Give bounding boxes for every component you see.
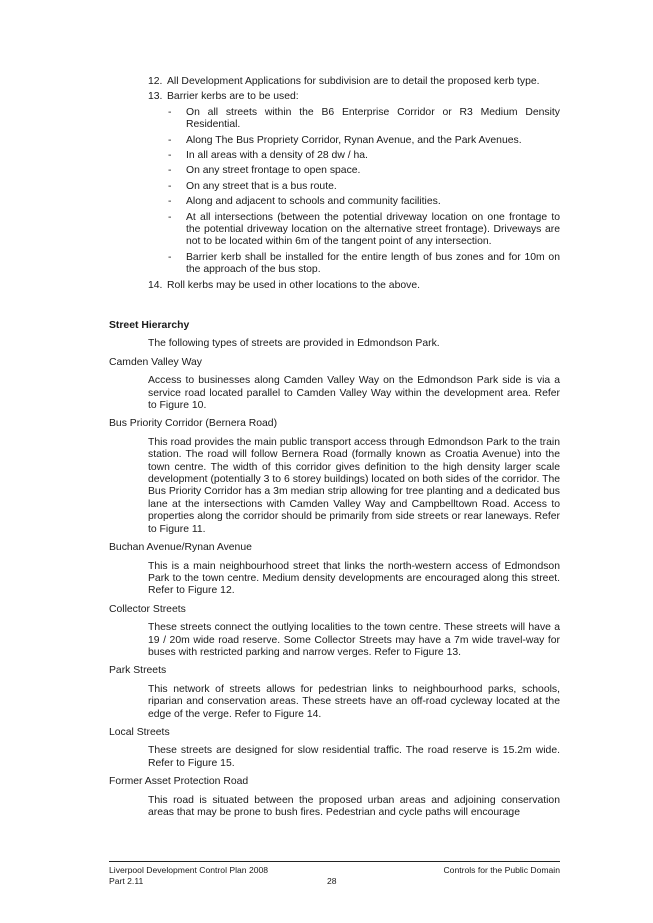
subsection-title: Park Streets	[109, 665, 167, 677]
subsection-text: This road is situated between the proposed urban areas and adjoining conservation areas that may be prone to bush fires. Pedestrian and cycle paths will encourage	[148, 794, 560, 818]
page-number: 28	[327, 876, 337, 886]
list-number: 12.	[148, 76, 163, 87]
sublist-text: On any street that is a bus route.	[186, 180, 337, 192]
subsection-title: Buchan Avenue/Rynan Avenue	[109, 542, 252, 554]
section-intro: The following types of streets are provided in Edmondson Park.	[148, 338, 440, 350]
footer-document-title: Liverpool Development Control Plan 2008	[109, 865, 269, 875]
sublist-text: On all streets within the B6 Enterprise Corridor or R3 Medium Density Residential.	[186, 106, 560, 131]
list-item-13	[148, 91, 560, 276]
subsection-title: Collector Streets	[109, 603, 186, 615]
list-text: All Development Applications for subdivision are to detail the proposed kerb type.	[167, 76, 540, 87]
list-item-12	[148, 76, 560, 88]
footer-part: Part 2.11	[109, 876, 144, 886]
dash-bullet: -	[168, 150, 172, 162]
sublist-item	[167, 165, 560, 177]
list-number: 13.	[148, 91, 163, 103]
sublist-item	[167, 212, 560, 249]
list-item-14	[148, 280, 560, 292]
sublist-item	[167, 150, 560, 162]
footer-divider	[109, 861, 560, 862]
subsection-title: Camden Valley Way	[109, 356, 202, 368]
dash-bullet: -	[168, 196, 172, 208]
sublist-text: Along and adjacent to schools and community facilities.	[186, 196, 441, 208]
sublist-item	[167, 135, 560, 147]
list-number: 14.	[148, 279, 163, 291]
dash-bullet: -	[168, 180, 172, 192]
street-hierarchy-section	[109, 320, 560, 825]
subsection-text: Access to businesses along Camden Valley Way on the Edmondson Park side is via a service road located parallel to Camden Valley Way within the development area. Refer to Figure 10.	[148, 375, 560, 412]
sublist-item	[167, 252, 560, 277]
section-heading: Street Hierarchy	[109, 320, 190, 331]
dash-bullet: -	[168, 211, 172, 223]
sublist-text: On any street frontage to open space.	[186, 165, 361, 177]
dash-bullet: -	[168, 165, 172, 177]
subsection-title: Former Asset Protection Road	[109, 776, 249, 788]
dash-bullet: -	[168, 251, 172, 263]
subsection-text: This network of streets allows for pedestrian links to neighbourhood parks, schools, riparian and conservation areas. These streets have an off-road cycleway located at the edge of the verge. Refer to Figure 14.	[148, 683, 560, 720]
dash-bullet: -	[168, 134, 172, 146]
subsection-text: These streets are designed for slow residential traffic. The road reserve is 15.2m wide. Refer to Figure 15.	[148, 745, 560, 769]
sublist-item	[167, 196, 560, 208]
barrier-kerb-sublist	[167, 107, 560, 277]
subsection-text: These streets connect the outlying localities to the town centre. These streets will have a 19 / 20m wide road reserve. Some Collector Streets may have a 7m wide travel-way for buses with restricted parking and narrow verges. Refer to Figure 13.	[148, 622, 560, 658]
subsection-title: Local Streets	[109, 726, 170, 738]
sublist-text: In all areas with a density of 28 dw / ha.	[186, 150, 368, 162]
dash-bullet: -	[168, 106, 172, 118]
subsection-text: This is a main neighbourhood street that links the north-western access of Edmondson Park to the town centre. Medium density developments are encouraged along this street. Refer to Figure 12.	[148, 560, 560, 597]
kerb-requirements-list	[148, 76, 560, 295]
subsection-title: Bus Priority Corridor (Bernera Road)	[109, 418, 278, 430]
sublist-item	[167, 107, 560, 132]
list-text: Barrier kerbs are to be used:	[167, 91, 299, 103]
sublist-text: Along The Bus Propriety Corridor, Rynan Avenue, and the Park Avenues.	[186, 134, 522, 146]
sublist-text: At all intersections (between the potential driveway location on one frontage to the potential driveway location on the alternative street frontage). Driveways are not to be located within 6m of the tangent point of any intersection.	[186, 211, 560, 248]
sublist-item	[167, 181, 560, 193]
footer-section-title: Controls for the Public Domain	[443, 865, 560, 875]
subsection-text: This road provides the main public transport access through Edmondson Park to the train station. The road will follow Bernera Road (formally known as Croatia Avenue) into the town centre. The width of this corridor gives definition to the high density larger scale development (potentially 3 to 6 storey buildings) located on both sides of the corridor. The Bus Priority Corridor has a 3m median strip allowing for tree planting and a dedicated bus lane at the intersections with Camden Valley Way and Campbelltown Road. Access to properties along the corridor should be primarily from side streets or rear laneways. Refer to Figure 11.	[148, 436, 560, 535]
sublist-text: Barrier kerb shall be installed for the entire length of bus zones and for 10m on the approach of the bus stop.	[186, 251, 560, 276]
list-text: Roll kerbs may be used in other locations to the above.	[167, 279, 420, 291]
